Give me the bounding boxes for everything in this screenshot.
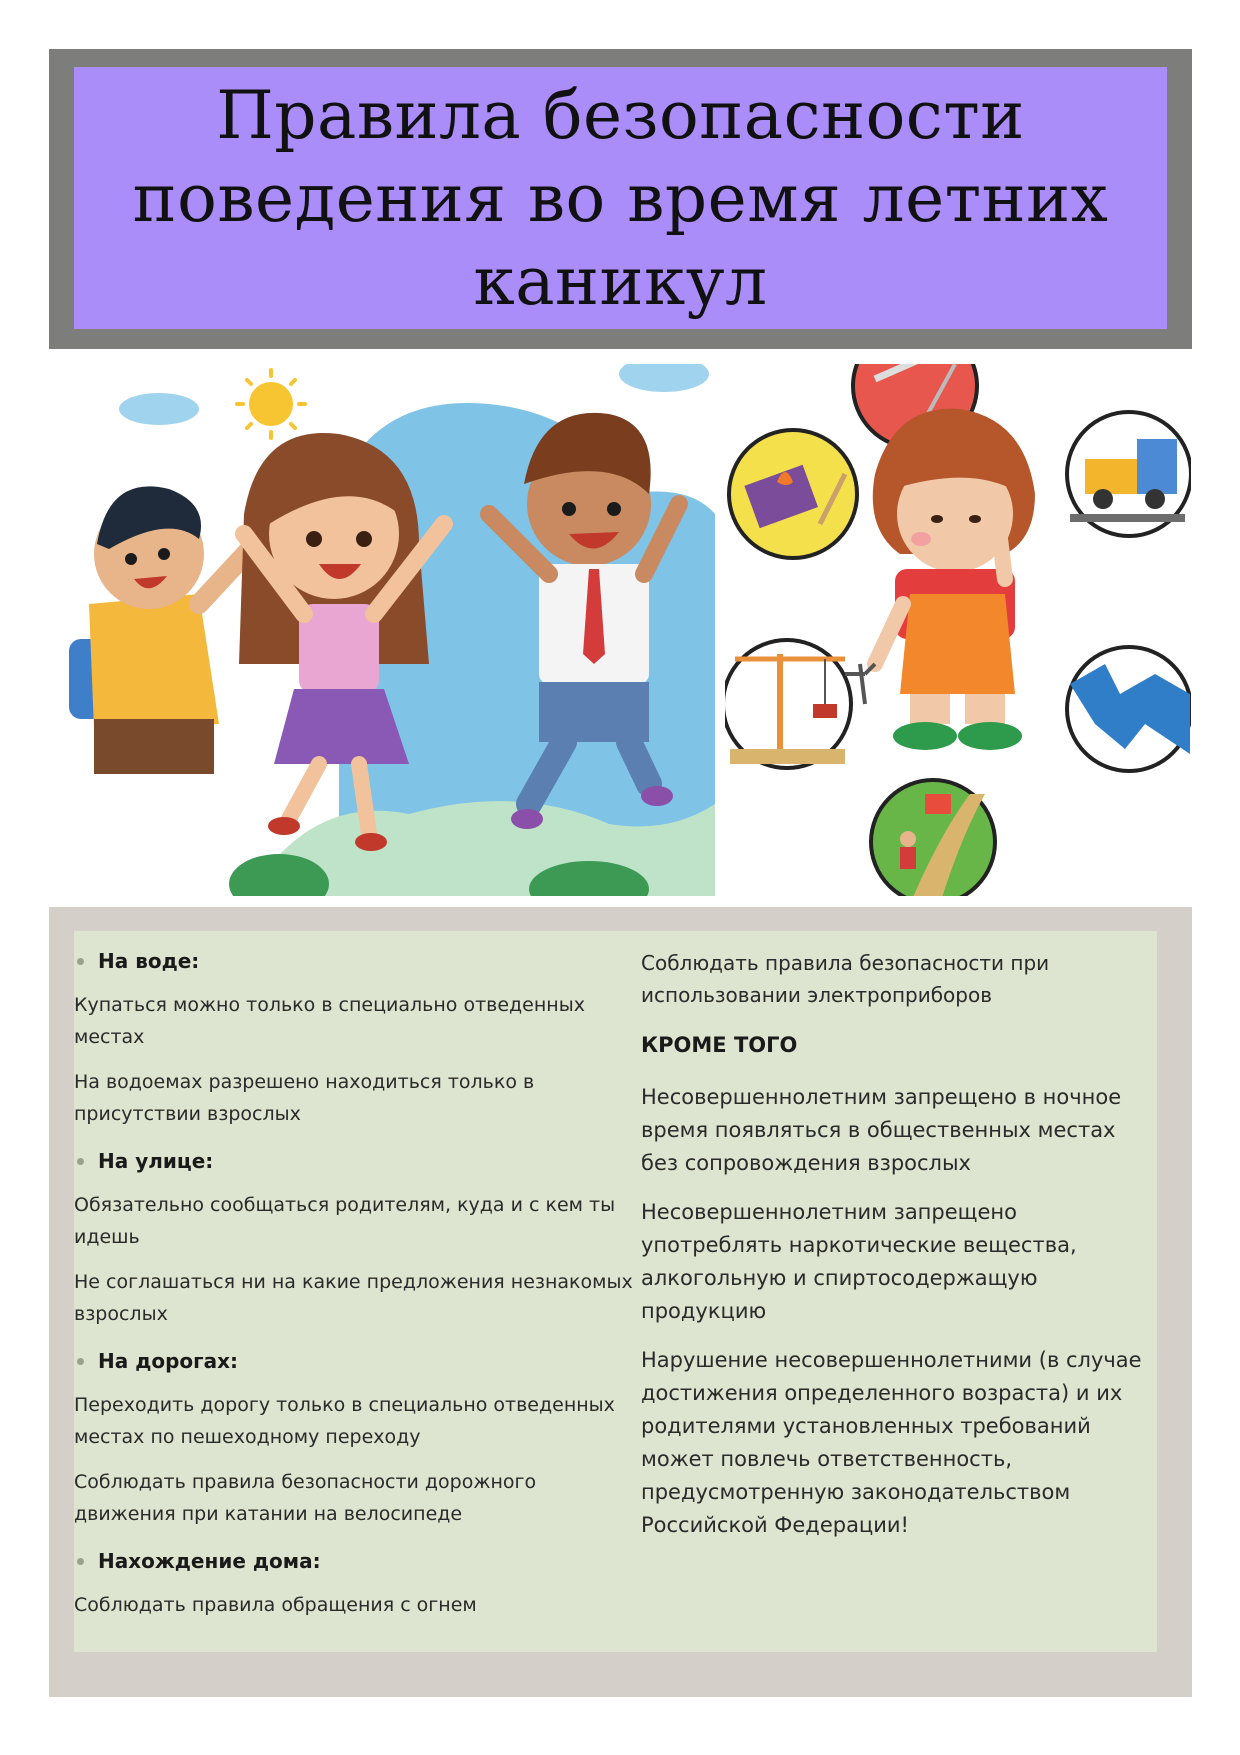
rules-frame — [49, 907, 1192, 1697]
section-heading-home: Нахождение дома: — [74, 1547, 634, 1575]
crane-icon — [725, 640, 851, 768]
rules-panel — [74, 931, 1157, 1652]
title-line-1: Правила безопасности — [216, 76, 1025, 154]
rules-left-column — [74, 947, 634, 1621]
section-heading-water: На воде: — [74, 947, 634, 975]
ice-hole-icon — [1067, 647, 1191, 771]
rules-right-column — [641, 947, 1151, 1542]
road-icon — [871, 780, 995, 896]
happy-children-illustration — [49, 364, 715, 896]
bullet-icon — [77, 1558, 84, 1565]
safety-hazards-illustration — [725, 364, 1191, 896]
rule-text: На водоемах разрешено находиться только в присутствии взрослых — [74, 1071, 535, 1125]
rule-text: Купаться можно только в специально отведенных местах — [74, 994, 585, 1048]
section-heading-roads: На дорогах: — [74, 1347, 634, 1375]
rule-paragraph: Несовершеннолетним запрещено употреблять наркотические вещества, алкогольную и спиртосодержащую продукцию — [641, 1200, 1077, 1323]
rule-text: Не соглашаться ни на какие предложения незнакомых взрослых — [74, 1271, 633, 1325]
rule-paragraph: Нарушение несовершеннолетними (в случае достижения определенного возраста) и их родителями установленных требований может повлечь ответственность, предусмотренную законодательством Российской Федерации! — [641, 1348, 1142, 1537]
section-heading-street: На улице: — [74, 1147, 634, 1175]
page-title — [133, 74, 1109, 323]
title-line-2: поведения во время летних — [132, 159, 1109, 237]
title-line-3: каникул — [473, 242, 768, 320]
truck-icon — [1067, 412, 1191, 536]
bullet-icon — [77, 1358, 84, 1365]
title-box — [74, 67, 1167, 329]
rule-paragraph: Несовершеннолетним запрещено в ночное время появляться в общественных местах без сопровождения взрослых — [641, 1085, 1122, 1175]
rule-text: Обязательно сообщаться родителям, куда и с кем ты идешь — [74, 1194, 616, 1248]
rule-text: Соблюдать правила обращения с огнем — [74, 1594, 477, 1616]
subheading-besides: КРОМЕ ТОГО — [641, 1033, 798, 1057]
matches-icon — [729, 430, 857, 558]
rule-text: Соблюдать правила безопасности дорожного движения при катании на велосипеде — [74, 1471, 537, 1525]
bullet-icon — [77, 958, 84, 965]
bullet-icon — [77, 1158, 84, 1165]
title-frame — [49, 49, 1192, 349]
rule-text: Переходить дорогу только в специально отведенных местах по пешеходному переходу — [74, 1394, 615, 1448]
rule-text-electric: Соблюдать правила безопасности при использовании электроприборов — [641, 951, 1050, 1007]
